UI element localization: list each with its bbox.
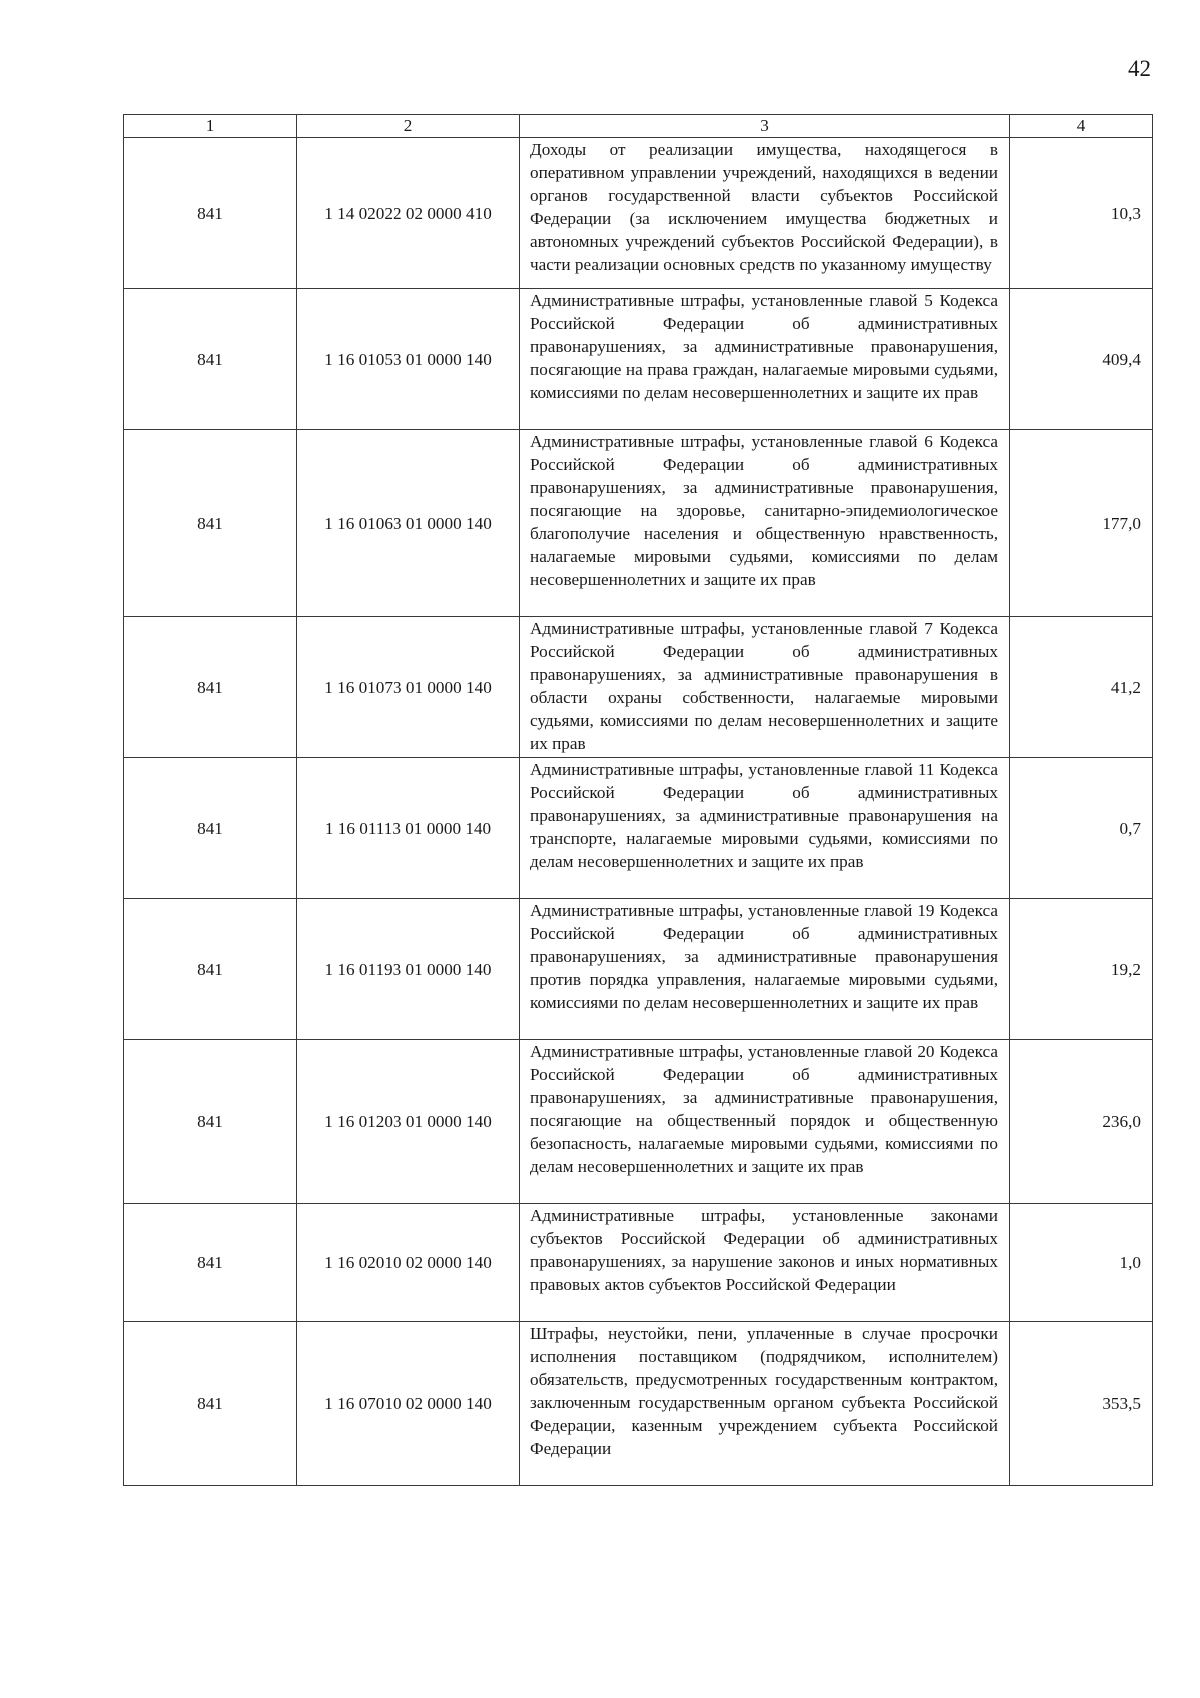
amount-cell: 409,4 [1010, 289, 1153, 430]
table-header-row [124, 115, 1153, 138]
admin-code-cell: 841 [124, 617, 297, 758]
amount-cell: 0,7 [1010, 758, 1153, 899]
amount-cell: 177,0 [1010, 430, 1153, 617]
column-header-4: 4 [1010, 115, 1153, 138]
description-cell: Административные штрафы, установленные главой 19 Кодекса Российской Федерации об административных правонарушениях, за административные правонарушения против порядка управления, налагаемые мировыми судьями, комиссиями по делам несовершеннолетних и защите их прав [520, 899, 1010, 1040]
amount-cell: 41,2 [1010, 617, 1153, 758]
budget-code-cell: 1 16 02010 02 0000 140 [297, 1204, 520, 1322]
table-row [124, 430, 1153, 617]
column-header-2: 2 [297, 115, 520, 138]
admin-code-cell: 841 [124, 1204, 297, 1322]
amount-cell: 353,5 [1010, 1322, 1153, 1486]
admin-code-cell: 841 [124, 1040, 297, 1204]
column-header-1: 1 [124, 115, 297, 138]
description-cell: Административные штрафы, установленные законами субъектов Российской Федерации об административных правонарушениях, за нарушение законов и иных нормативных правовых актов субъектов Российской Федерации [520, 1204, 1010, 1322]
admin-code-cell: 841 [124, 758, 297, 899]
description-cell: Доходы от реализации имущества, находящегося в оперативном управлении учреждений, находящихся в ведении органов государственной власти субъектов Российской Федерации (за исключением имущества бюджетных и автономных учреждений субъектов Российской Федерации), в части реализации основных средств по указанному имуществу [520, 138, 1010, 289]
page-number: 42 [1128, 56, 1151, 81]
description-cell: Административные штрафы, установленные главой 5 Кодекса Российской Федерации об административных правонарушениях, за административные правонарушения, посягающие на права граждан, налагаемые мировыми судьями, комиссиями по делам несовершеннолетних и защите их прав [520, 289, 1010, 430]
admin-code-cell: 841 [124, 289, 297, 430]
revenue-table [123, 114, 1153, 1486]
budget-code-cell: 1 16 01053 01 0000 140 [297, 289, 520, 430]
budget-code-cell: 1 16 01113 01 0000 140 [297, 758, 520, 899]
amount-cell: 10,3 [1010, 138, 1153, 289]
admin-code-cell: 841 [124, 1322, 297, 1486]
budget-code-cell: 1 16 01193 01 0000 140 [297, 899, 520, 1040]
amount-cell: 19,2 [1010, 899, 1153, 1040]
description-cell: Административные штрафы, установленные главой 6 Кодекса Российской Федерации об административных правонарушениях, за административные правонарушения, посягающие на здоровье, санитарно-эпидемиологическое благополучие населения и общественную нравственность, налагаемые мировыми судьями, комиссиями по делам несовершеннолетних и защите их прав [520, 430, 1010, 617]
budget-code-cell: 1 16 01203 01 0000 140 [297, 1040, 520, 1204]
admin-code-cell: 841 [124, 430, 297, 617]
table-row [124, 1040, 1153, 1204]
table-row [124, 1322, 1153, 1486]
budget-code-cell: 1 16 01073 01 0000 140 [297, 617, 520, 758]
budget-code-cell: 1 14 02022 02 0000 410 [297, 138, 520, 289]
admin-code-cell: 841 [124, 138, 297, 289]
budget-code-cell: 1 16 01063 01 0000 140 [297, 430, 520, 617]
amount-cell: 236,0 [1010, 1040, 1153, 1204]
table-row [124, 899, 1153, 1040]
admin-code-cell: 841 [124, 899, 297, 1040]
column-header-3: 3 [520, 115, 1010, 138]
table-row [124, 289, 1153, 430]
description-cell: Административные штрафы, установленные главой 20 Кодекса Российской Федерации об административных правонарушениях, за административные правонарушения, посягающие на общественный порядок и общественную безопасность, налагаемые мировыми судьями, комиссиями по делам несовершеннолетних и защите их прав [520, 1040, 1010, 1204]
budget-code-cell: 1 16 07010 02 0000 140 [297, 1322, 520, 1486]
amount-cell: 1,0 [1010, 1204, 1153, 1322]
description-cell: Административные штрафы, установленные главой 11 Кодекса Российской Федерации об административных правонарушениях, за административные правонарушения на транспорте, налагаемые мировыми судьями, комиссиями по делам несовершеннолетних и защите их прав [520, 758, 1010, 899]
table-row [124, 1204, 1153, 1322]
table-row [124, 758, 1153, 899]
description-cell: Административные штрафы, установленные главой 7 Кодекса Российской Федерации об административных правонарушениях, за административные правонарушения в области охраны собственности, налагаемые мировыми судьями, комиссиями по делам несовершеннолетних и защите их прав [520, 617, 1010, 758]
table-row [124, 617, 1153, 758]
description-cell: Штрафы, неустойки, пени, уплаченные в случае просрочки исполнения поставщиком (подрядчиком, исполнителем) обязательств, предусмотренных государственным контрактом, заключенным государственным органом субъекта Российской Федерации, казенным учреждением субъекта Российской Федерации [520, 1322, 1010, 1486]
table-row [124, 138, 1153, 289]
